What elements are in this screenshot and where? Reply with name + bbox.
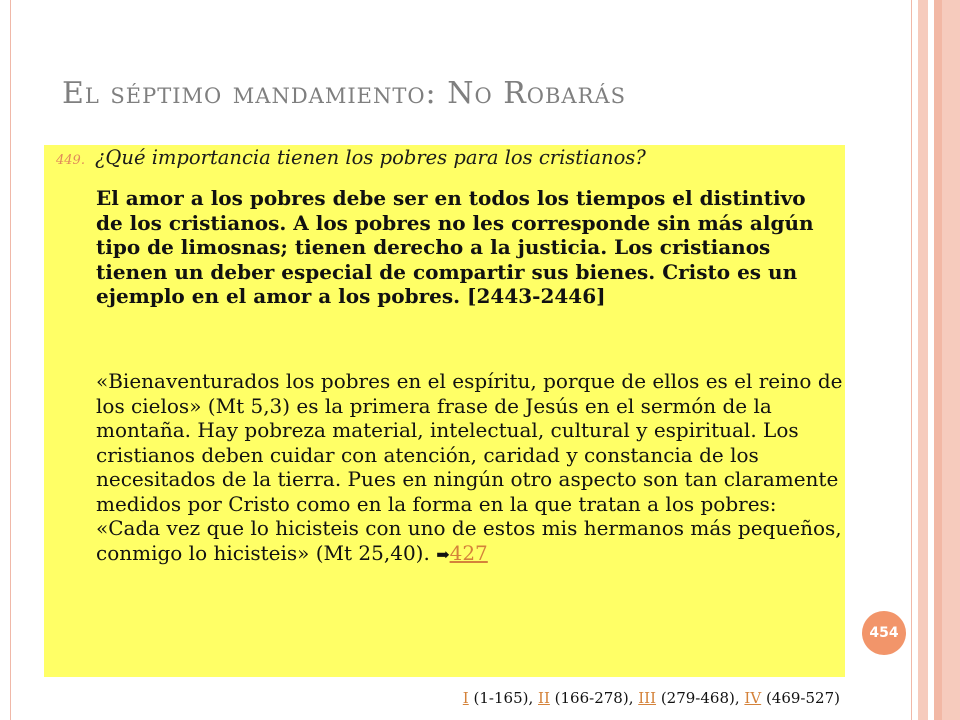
question-number: 449. — [56, 153, 85, 168]
answer-text: El amor a los pobres debe ser en todos los tiempos el distintivo de los cristianos. A los pobres no les corresponde sin más algún tipo de limosnas; tienen derecho a la justicia. Los cristianos tienen un deber especial de compartir sus bienes. Cristo es un ejemplo en el amor a los pobres. [2443-2446] — [96, 186, 814, 308]
footer-link-ii[interactable]: II — [538, 689, 550, 707]
slide-title: El séptimo mandamiento: No Robarás — [62, 76, 626, 111]
right-arrow-icon: ➡ — [436, 544, 450, 564]
footer-range-ii: (166-278), — [554, 689, 634, 707]
footer-range-i: (1-165), — [473, 689, 534, 707]
decorative-stripes — [912, 0, 960, 720]
question-text: ¿Qué importancia tienen los pobres para los cristianos? — [94, 146, 646, 169]
footer-link-i[interactable]: I — [462, 689, 469, 707]
commentary — [96, 369, 846, 567]
question-line — [56, 146, 846, 169]
commentary-text: «Bienaventurados los pobres en el espíritu, porque de ellos es el reino de los cielos» (Mt 5,3) es la primera frase de Jesús en el sermón de la montaña. Hay pobreza material, intelectual, cultural y espiritual. Los cristianos deben cuidar con atención, caridad y constancia de los necesitados de la tierra. Pues en ningún otro aspecto son tan claramente medidos por Cristo como en la forma en la que tratan a los pobres: «Cada vez que lo hicisteis con uno de estos mis hermanos más pequeños, conmigo lo hicisteis» (Mt 25,40). — [96, 369, 843, 565]
footer-nav — [410, 689, 840, 707]
page-number-badge: 454 — [862, 611, 906, 655]
footer-range-iii: (279-468), — [660, 689, 740, 707]
footer-link-iii[interactable]: III — [638, 689, 657, 707]
footer-link-iv[interactable]: IV — [744, 689, 762, 707]
footer-range-iv: (469-527) — [765, 689, 840, 707]
reference-link-427[interactable]: 427 — [449, 540, 488, 565]
